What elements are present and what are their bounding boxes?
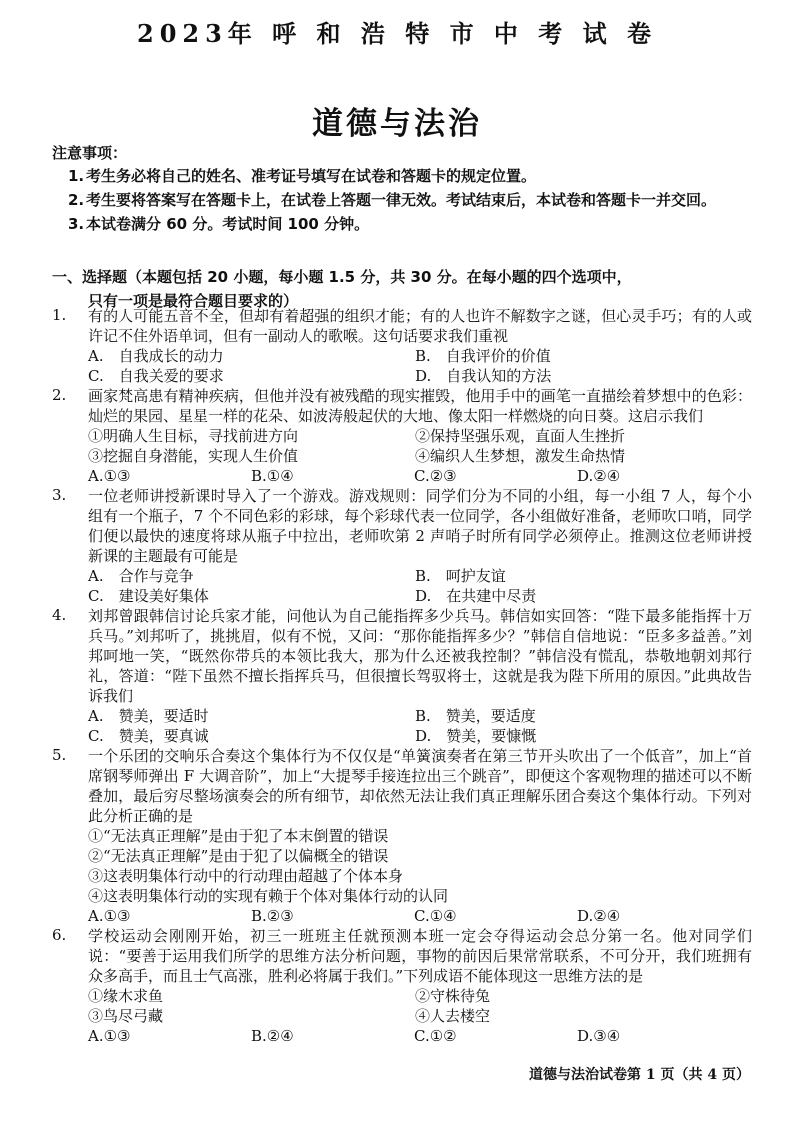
- option-A[interactable]: A.①③: [88, 467, 131, 485]
- option-D[interactable]: D. 赞美，要慷慨: [415, 727, 537, 745]
- option-A[interactable]: A. 赞美，要适时: [88, 707, 209, 725]
- option-C[interactable]: C.①④: [414, 907, 457, 925]
- question-number: 1.: [52, 306, 67, 324]
- option-A[interactable]: A. 自我成长的动力: [88, 347, 224, 365]
- note-text: 考生务必将自己的姓名、准考证号填写在试卷和答题卡的规定位置。: [86, 167, 537, 185]
- option-C[interactable]: C. 赞美，要真诚: [88, 727, 209, 745]
- note-text: 本试卷满分 60 分。考试时间 100 分钟。: [86, 215, 370, 233]
- option-B[interactable]: B. 赞美，要适度: [415, 707, 536, 725]
- note-item: [52, 212, 752, 236]
- section-line-1: 一、选择题（本题包括 20 小题，每小题 1.5 分，共 30 分。在每小题的四个选项中，: [52, 268, 632, 286]
- note-number: 1.: [68, 167, 85, 185]
- note-number: 3.: [68, 215, 85, 233]
- notes-heading: 注意事项：: [52, 144, 128, 162]
- question-6: [52, 926, 752, 1046]
- note-item: [52, 164, 752, 188]
- note-number: 2.: [68, 191, 85, 209]
- option-B[interactable]: B.②④: [251, 1027, 294, 1045]
- option-C[interactable]: C.②③: [414, 467, 457, 485]
- option-B[interactable]: B.①④: [251, 467, 294, 485]
- statement-list: [88, 826, 752, 906]
- question-number: 3.: [52, 486, 67, 504]
- option-A[interactable]: A. 合作与竞争: [88, 567, 194, 585]
- question-3: [52, 486, 752, 606]
- question-2: [52, 386, 752, 486]
- statement-item: ④人去楼空: [415, 1007, 491, 1025]
- question-number: 4.: [52, 606, 67, 624]
- statement-item: ①缘木求鱼: [88, 987, 164, 1005]
- question-5: [52, 746, 752, 926]
- statement-item: ④编织人生梦想，激发生命热情: [415, 447, 626, 465]
- option-D[interactable]: D. 自我认知的方法: [415, 367, 552, 385]
- option-list: [88, 346, 752, 386]
- option-list: [88, 566, 752, 606]
- question-stem: 刘邦曾跟韩信讨论兵家才能，问他认为自己能指挥多少兵马。韩信如实回答：“陛下最多能指挥十万兵马。”刘邦听了，挑挑眉，似有不悦，又问：“那你能指挥多少？”韩信自信地说：“臣多多益善。”刘邦呵地一笑，“既然你带兵的本领比我大，那为什么还被我控制？”韩信没有慌乱，恭敬地朝刘邦行礼，答道：“陛下虽然不擅长指挥兵马，但很擅长驾驭将士，这就是我为陛下所用的原因。”此典故告诉我们: [88, 607, 752, 705]
- section-line-2: 只有一项是最符合题目要求的）: [88, 292, 299, 310]
- option-list: [88, 706, 752, 746]
- statement-item: ②“无法真正理解”是由于犯了以偏概全的错误: [88, 847, 389, 865]
- question-number: 5.: [52, 746, 67, 764]
- option-A[interactable]: A.①③: [88, 907, 131, 925]
- option-C[interactable]: C.①②: [414, 1027, 457, 1045]
- statement-list: [88, 426, 752, 466]
- option-B[interactable]: B.②③: [251, 907, 294, 925]
- subject-title: 道德与法治: [312, 106, 482, 142]
- question-number: 6.: [52, 926, 67, 944]
- statement-item: ③鸟尽弓藏: [88, 1007, 164, 1025]
- option-list: [88, 906, 752, 926]
- notes-block: [52, 142, 752, 236]
- question-stem: 一位老师讲授新课时导入了一个游戏。游戏规则：同学们分为不同的小组，每一小组 7 人，每个小组有一个瓶子，7 个不同色彩的彩球，每个彩球代表一位同学，各小组做好准备，老师吹口哨，同学们便以最快的速度将球从瓶子中拉出，老师吹第 2 声哨子时所有同学必须停止。推测这位老师讲授新课的主题最有可能是: [88, 487, 752, 565]
- note-text: 考生要将答案写在答题卡上，在试卷上答题一律无效。考试结束后，本试卷和答题卡一并交回。: [86, 191, 717, 209]
- question-stem: 有的人可能五音不全，但却有着超强的组织才能；有的人也许不解数字之谜，但心灵手巧；有的人或许记不住外语单词，但有一副动人的歌喉。这句话要求我们重视: [88, 307, 752, 345]
- option-B[interactable]: B. 自我评价的价值: [415, 347, 551, 365]
- statement-item: ③这表明集体行动中的行动理由超越了个体本身: [88, 867, 404, 885]
- exam-header-title: 2023年 呼 和 浩 特 市 中 考 试 卷: [137, 19, 657, 48]
- question-stem: 一个乐团的交响乐合奏这个集体行为不仅仅是“单簧演奏者在第三节开头吹出了一个低音”，加上“首席钢琴师弹出 F 大调音阶”，加上“大提琴手接连拉出三个跳音”，即便这个客观物理的描述可以不断叠加，最后穷尽整场演奏会的所有细节，却依然无法让我们真正理解乐团合奏这个集体行动。下列对此分析正确的是: [88, 747, 752, 825]
- statement-item: ④这表明集体行动的实现有赖于个体对集体行动的认同: [88, 887, 449, 905]
- statement-list: [88, 986, 752, 1026]
- statement-item: ②保持坚强乐观，直面人生挫折: [415, 427, 626, 445]
- question-number: 2.: [52, 386, 67, 404]
- statement-item: ①明确人生目标，寻找前进方向: [88, 427, 299, 445]
- question-4: [52, 606, 752, 746]
- question-stem: 学校运动会刚刚开始，初三一班班主任就预测本班一定会夺得运动会总分第一名。他对同学们说：“要善于运用我们所学的思维方法分析问题，事物的前因后果常常联系，不可分开，我们班拥有众多高手，而且士气高涨，胜利必将属于我们。”下列成语不能体现这一思维方法的是: [88, 927, 752, 985]
- statement-item: ①“无法真正理解”是由于犯了本末倒置的错误: [88, 827, 389, 845]
- option-C[interactable]: C. 自我关爱的要求: [88, 367, 224, 385]
- statement-item: ③挖掘自身潜能，实现人生价值: [88, 447, 299, 465]
- option-list: [88, 466, 752, 486]
- option-C[interactable]: C. 建设美好集体: [88, 587, 209, 605]
- question-list: [52, 306, 752, 1046]
- page-footer: 道德与法治试卷第 1 页（共 4 页）: [529, 1067, 750, 1083]
- option-D[interactable]: D. 在共建中尽责: [415, 587, 537, 605]
- note-item: [52, 188, 752, 212]
- statement-item: ②守株待兔: [415, 987, 491, 1005]
- option-B[interactable]: B. 呵护友谊: [415, 567, 506, 585]
- option-D[interactable]: D.③④: [577, 1027, 621, 1045]
- option-D[interactable]: D.②④: [577, 467, 621, 485]
- question-1: [52, 306, 752, 386]
- option-list: [88, 1026, 752, 1046]
- notes-list: [52, 164, 752, 236]
- option-D[interactable]: D.②④: [577, 907, 621, 925]
- question-stem: 画家梵高患有精神疾病，但他并没有被残酷的现实摧毁，他用手中的画笔一直描绘着梦想中的色彩：灿烂的果园、星星一样的花朵、如波涛般起伏的大地、像太阳一样燃烧的向日葵。这启示我们: [88, 387, 752, 425]
- option-A[interactable]: A.①③: [88, 1027, 131, 1045]
